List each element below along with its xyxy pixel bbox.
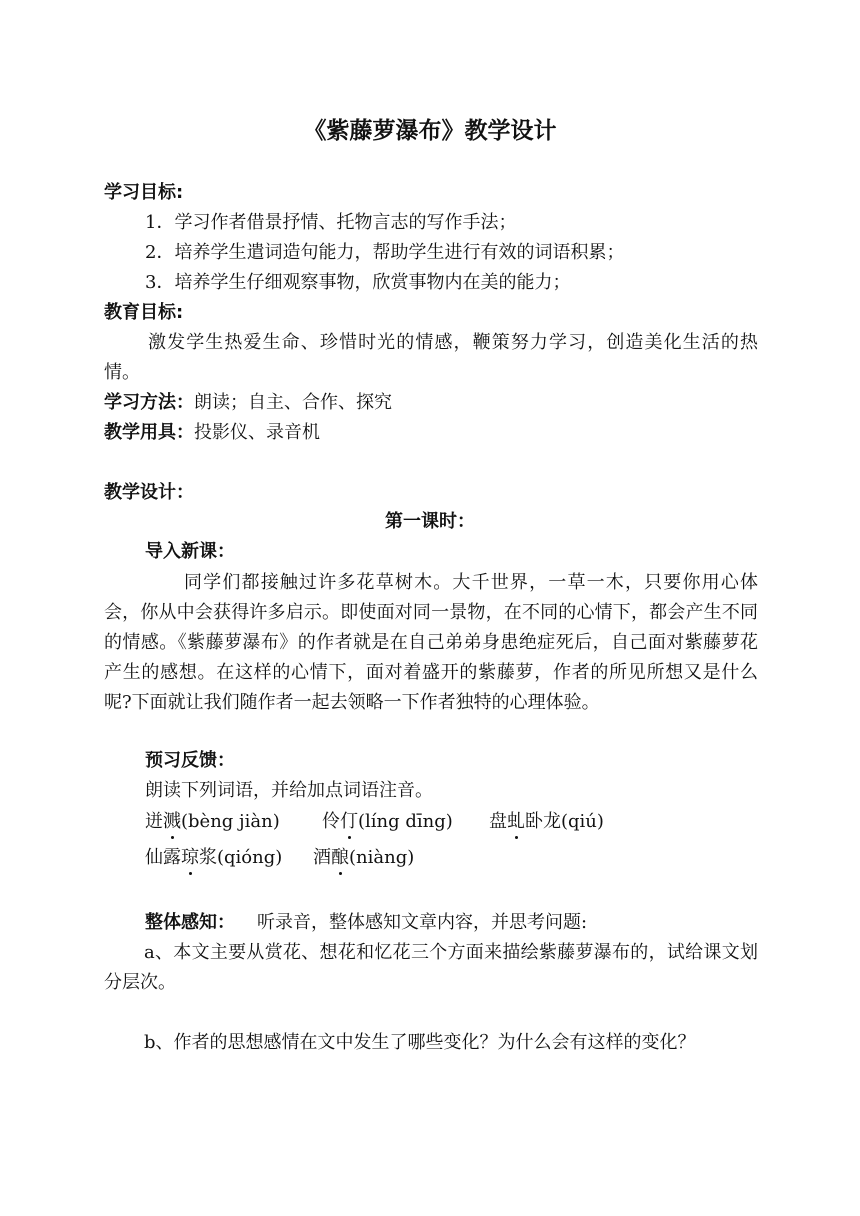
- vocab-word-3-pre: 盘: [489, 811, 507, 832]
- vocab-word-3-pinyin: (qiú): [561, 811, 604, 832]
- overall-heading: 整体感知：: [145, 912, 235, 933]
- learning-methods: [104, 391, 392, 415]
- question-a: a、本文主要从赏花、想花和忆花三个方面来描绘紫藤萝瀑布的，试给课文划分层次。: [104, 942, 758, 993]
- learning-goal-3: 3．培养学生仔细观察事物，欣赏事物内在美的能力；: [145, 272, 571, 293]
- vocab-word-4-pre: 仙露: [145, 847, 181, 868]
- overall-perception: [145, 911, 587, 935]
- teaching-tools-value: 投影仪、录音机: [194, 422, 320, 443]
- teaching-tools-label: 教学用具：: [104, 422, 194, 443]
- vocab-word-4-dotted: 琼: [181, 847, 199, 868]
- vocab-word-2: [322, 810, 453, 834]
- education-goals-text: 激发学生热爱生命、珍惜时光的情感，鞭策努力学习，创造美化生活的热情。: [104, 332, 758, 383]
- vocab-word-1-dotted: 溅: [163, 811, 181, 832]
- document-title: 《紫藤萝瀑布》教学设计: [303, 118, 557, 144]
- vocab-word-4-post: 浆: [199, 847, 217, 868]
- education-goals-heading: 教育目标:: [104, 302, 184, 323]
- intro-text: 同学们都接触过许多花草树木。大千世界，一草一木，只要你用心体会，你从中会获得许多启示。即使面对同一景物，在不同的心情下，都会产生不同的情感。《紫藤萝瀑布》的作者就是在自己弟弟身患绝症死后，自己面对紫藤萝花产生的感想。在这样的心情下，面对着盛开的紫藤萝，作者的所见所想又是什么呢?下面就让我们随作者一起去领略一下作者独特的心理体验。: [104, 572, 758, 713]
- vocab-word-5: [313, 846, 414, 870]
- vocab-word-1-pinyin: (bèng jiàn): [181, 811, 280, 832]
- preview-instruction: 朗读下列词语，并给加点词语注音。: [145, 780, 433, 801]
- learning-goal-2: 2．培养学生遣词造句能力，帮助学生进行有效的词语积累；: [145, 242, 625, 263]
- vocab-word-5-pre: 酒: [313, 847, 331, 868]
- learning-goals-heading: 学习目标:: [104, 182, 184, 203]
- learning-methods-value: 朗读；自主、合作、探究: [194, 392, 392, 413]
- vocab-word-4-pinyin: (qióng): [217, 847, 283, 868]
- learning-methods-label: 学习方法：: [104, 392, 194, 413]
- vocab-word-1: [145, 810, 280, 834]
- question-b: b、作者的思想感情在文中发生了哪些变化？为什么会有这样的变化？: [144, 1032, 696, 1053]
- vocab-word-5-pinyin: (niàng): [349, 847, 415, 868]
- teaching-tools: [104, 421, 320, 445]
- vocab-word-2-pre: 伶: [322, 811, 340, 832]
- vocab-word-4: [145, 846, 282, 870]
- overall-text: 听录音，整体感知文章内容，并思考问题:: [257, 912, 588, 933]
- lesson-title: 第一课时：: [385, 511, 475, 532]
- vocab-word-3-dotted: 虬: [507, 811, 525, 832]
- preview-heading: 预习反馈：: [145, 750, 235, 771]
- intro-heading: 导入新课：: [145, 541, 235, 562]
- vocab-word-5-dotted: 酿: [331, 847, 349, 868]
- vocab-word-2-dotted: 仃: [340, 811, 358, 832]
- vocab-word-1-pre: 迸: [145, 811, 163, 832]
- vocab-word-3-post: 卧龙: [525, 811, 561, 832]
- vocab-word-2-pinyin: (líng dīng): [358, 811, 453, 832]
- teaching-design-heading: 教学设计：: [104, 482, 194, 503]
- learning-goal-1: 1．学习作者借景抒情、托物言志的写作手法；: [145, 212, 517, 233]
- vocab-word-3: [489, 810, 604, 834]
